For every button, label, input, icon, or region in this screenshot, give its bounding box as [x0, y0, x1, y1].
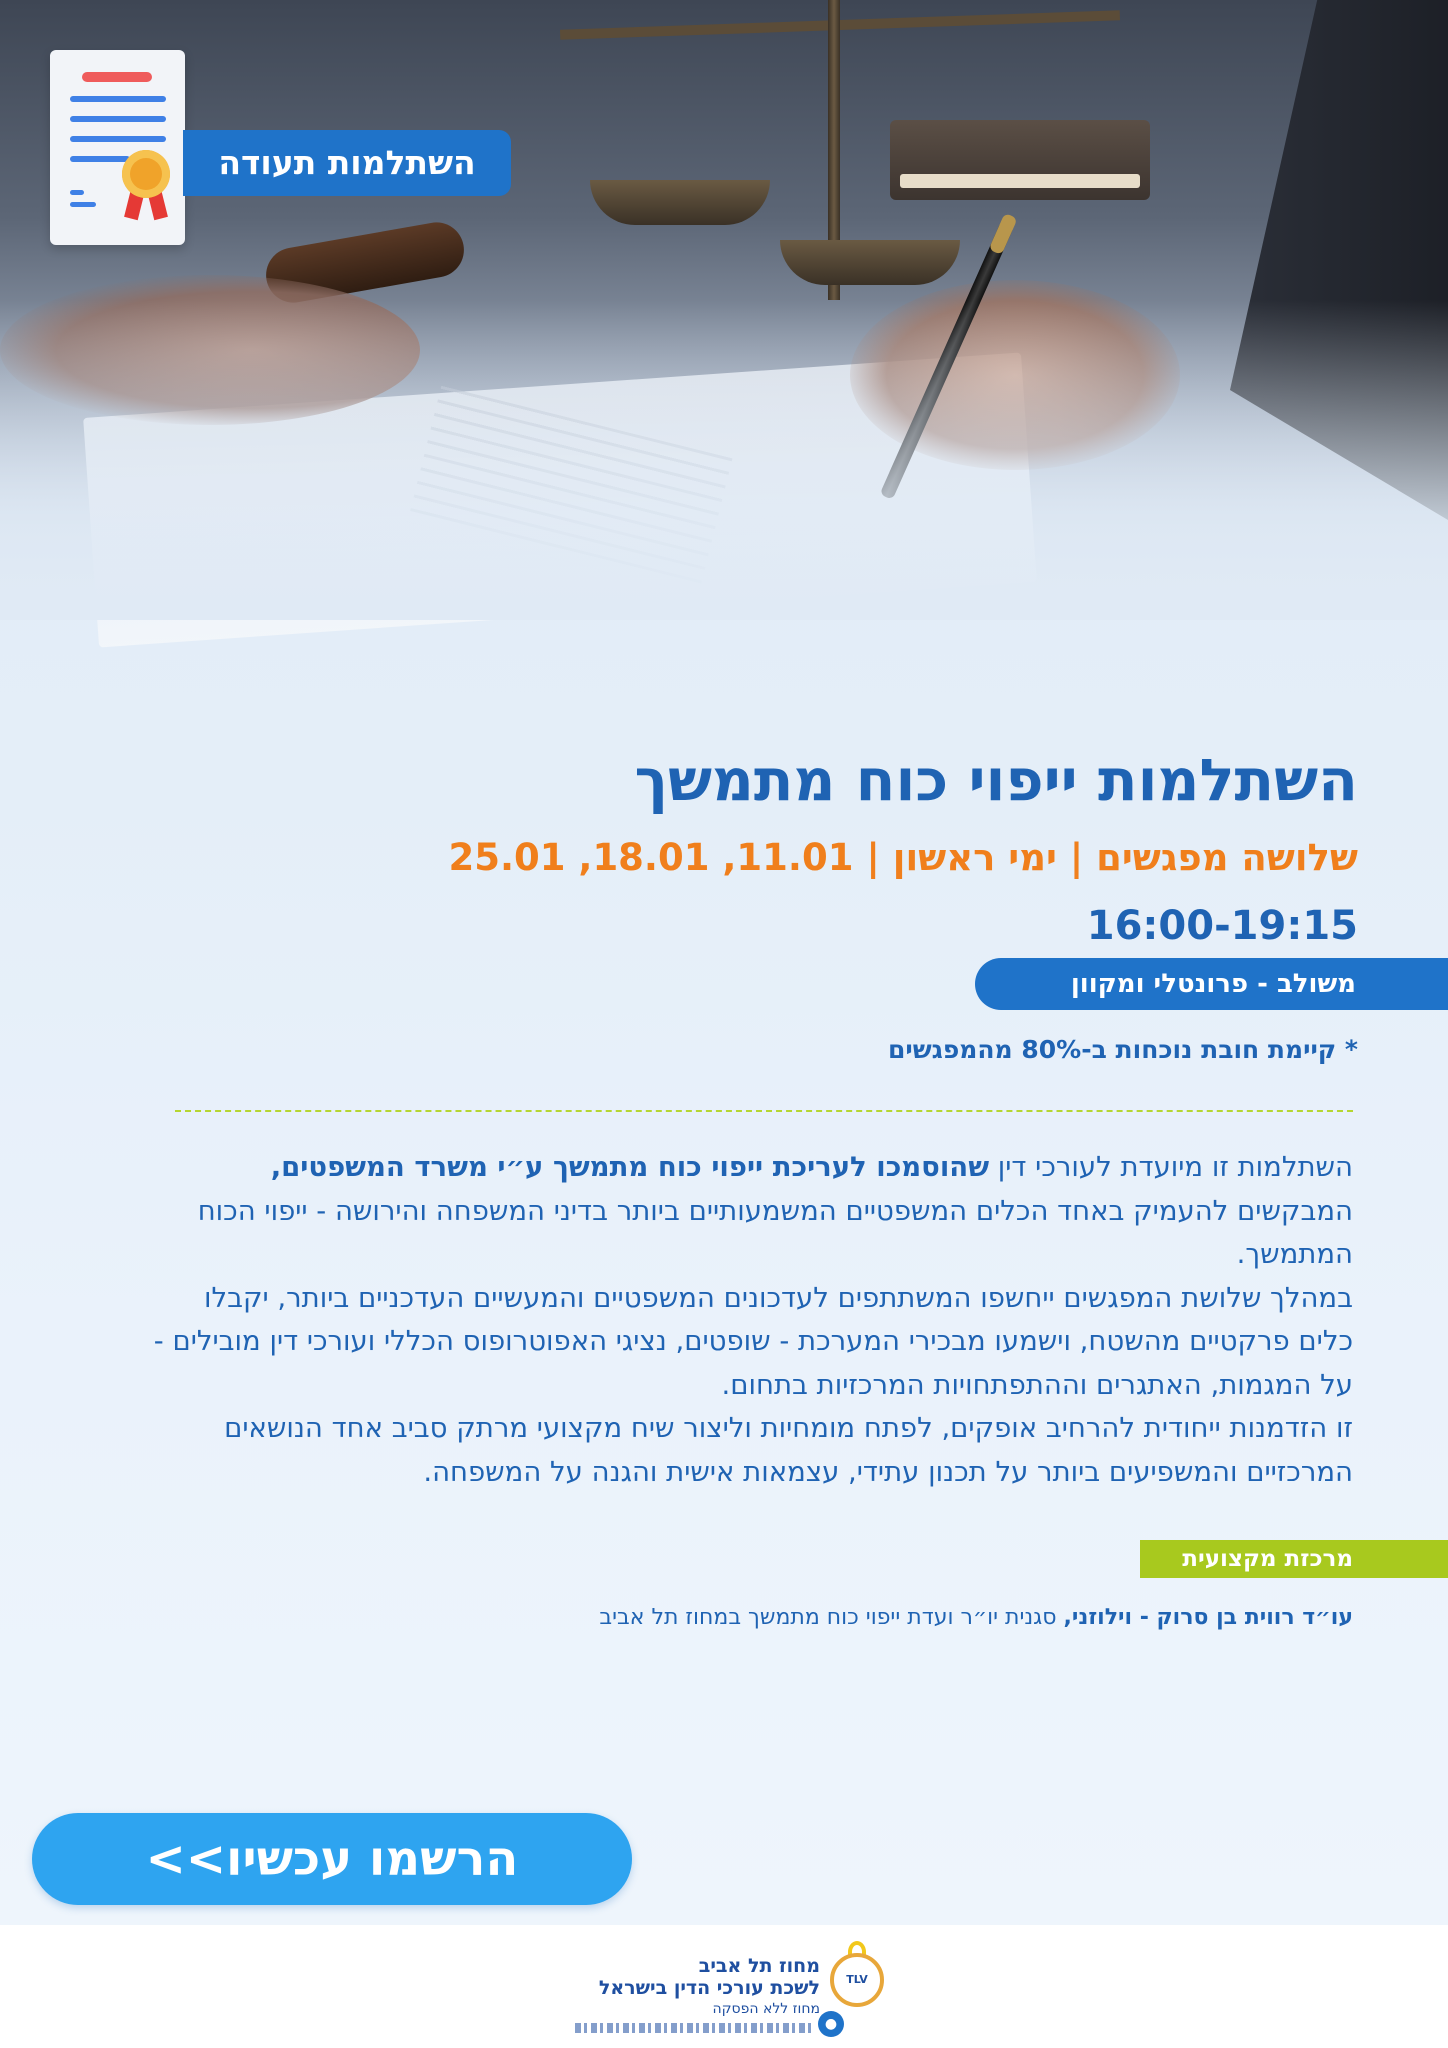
bar-association-logo — [550, 1955, 820, 2019]
certificate-icon — [50, 50, 185, 245]
logo-organization: לשכת עורכי הדין בישראל — [598, 1977, 820, 1999]
coordinator-name: עו״ד רווית בן סרוק - וילוזני, — [1063, 1605, 1353, 1630]
meeting-dates: שלושה מפגשים | ימי ראשון | 11.01, 18.01, 25.01 — [448, 836, 1358, 879]
meeting-time: 16:00-19:15 — [1086, 903, 1358, 949]
medal-icon — [122, 150, 170, 198]
coordinator-label: מרכזת מקצועית — [1140, 1540, 1448, 1578]
skyline-icon — [575, 2023, 815, 2033]
hero-paper-text — [408, 386, 733, 594]
hero-hand-right — [850, 280, 1180, 470]
coordinator-role: סגנית יו״ר ועדת ייפוי כוח מתמשך במחוז תל אביב — [599, 1605, 1064, 1630]
hero-hand-left — [0, 275, 420, 425]
hero-paper — [83, 352, 1037, 647]
description-paragraph-3: זו הזדמנות ייחודית להרחיב אופקים, לפתח מומחיות וליצור שיח מקצועי מרתק סביב אחד הנושאים המרכזיים והמשפיעים ביותר על תכנון עתידי, עצמאות אישית והגנה על המשפחה. — [224, 1412, 1353, 1488]
coordinator-details — [253, 1600, 1353, 1636]
hero-scale-pan — [590, 180, 770, 225]
hero-book — [890, 120, 1150, 200]
description-paragraph-1: השתלמות זו מיועדת לעורכי דין שהוסמכו לעריכת ייפוי כוח מתמשך ע״י משרד המשפטים, המבקשים להעמיק באחד הכלים המשפטיים המשמעותיים ביותר בדיני המשפחה והירושה - ייפוי הכוח המתמשך. — [197, 1151, 1353, 1270]
hero-photo — [0, 0, 1448, 620]
register-now-button[interactable]: הרשמו עכשיו>> — [32, 1813, 632, 1905]
certificate-badge-label: השתלמות תעודה — [183, 130, 511, 196]
format-badge: משולב - פרונטלי ומקוון — [975, 958, 1448, 1010]
hero-scale-beam — [560, 10, 1120, 40]
description-highlight: שהוסמכו לעריכת ייפוי כוח מתמשך ע״י משרד המשפטים, — [270, 1151, 990, 1183]
tlv-emblem-icon: TLV — [830, 1953, 884, 2007]
drop-icon: ● — [818, 2011, 844, 2037]
description-paragraph-2: במהלך שלושת המפגשים ייחשפו המשתתפים לעדכונים המשפטיים והמעשיים העדכניים ביותר, יקבלו כלים פרקטיים מהשטח, וישמעו מבכירי המערכת - שופטים, נציגי האפוטרופוס הכללי ועורכי דין מובילים - על המגמות, האתגרים וההתפתחויות המרכזיות בתחום. — [153, 1281, 1353, 1401]
dashed-divider — [175, 1110, 1353, 1112]
logo-district: מחוז תל אביב — [698, 1955, 820, 1977]
hero-sleeve — [1230, 0, 1448, 520]
course-description — [153, 1146, 1353, 1494]
logo-slogan: מחוז ללא הפסקה — [712, 2001, 820, 2017]
footer — [0, 1925, 1448, 2048]
hero-scale-pan — [780, 240, 960, 285]
attendance-note: * קיימת חובת נוכחות ב-80% מהמפגשים — [887, 1035, 1358, 1064]
page-title: השתלמות ייפוי כוח מתמשך — [634, 746, 1358, 814]
